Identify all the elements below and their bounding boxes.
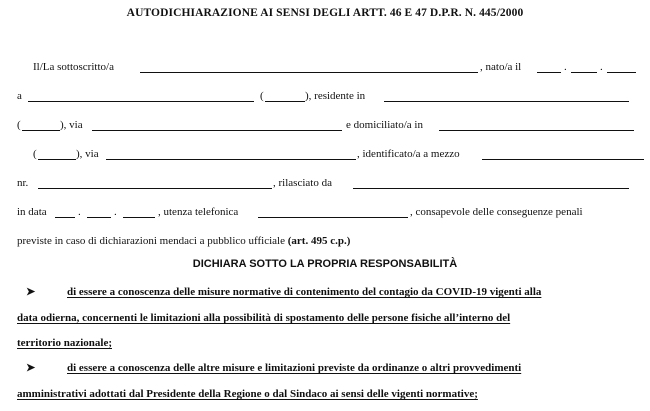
date-dot: . [564,61,567,73]
bullet-1-line-3: territorio nazionale; [17,337,112,349]
arrow-bullet-icon: ➤ [26,286,36,298]
birth-year-field[interactable] [607,72,636,73]
document-title: AUTODICHIARAZIONE AI SENSI DEGLI ARTT. 46 E 47 D.P.R. N. 445/2000 [126,7,524,19]
date-dot: . [600,61,603,73]
form-line-6 [0,205,650,221]
rilasciato-label: , rilasciato da [273,177,332,189]
form-line-5 [0,176,650,192]
nato-il-label: , nato/a il [480,61,522,73]
birth-day-field[interactable] [537,72,561,73]
previste-text: previste in caso di dichiarazioni mendaci a pubblico ufficiale [17,235,285,247]
previste-line [17,234,350,248]
via-label: ), via [76,148,99,160]
open-paren: ( [17,119,21,131]
via-residenza-field[interactable] [92,130,342,131]
bullet-1-line-2: data odierna, concernenti le limitazioni alla possibilità di spostamento delle persone fisiche all’interno del [17,312,511,324]
bullet-2-line-1: di essere a conoscenza delle altre misure e limitazioni previste da ordinanze o altri provvedimenti [67,362,522,374]
documento-field[interactable] [482,159,644,160]
sottoscritto-label: Il/La sottoscritto/a [33,61,114,73]
form-line-1 [0,60,650,76]
identificato-label: , identificato/a a mezzo [357,148,460,160]
form-line-2 [0,89,650,105]
dichiara-heading: DICHIARA SOTTO LA PROPRIA RESPONSABILITÀ [192,258,458,270]
arrow-bullet-icon: ➤ [26,362,36,374]
domicilio-label: e domiciliato/a in [346,119,423,131]
provincia-domicilio-field[interactable] [38,159,76,160]
domicilio-field[interactable] [439,130,634,131]
date-dot: . [114,206,117,218]
birth-month-field[interactable] [571,72,597,73]
residenza-field[interactable] [384,101,629,102]
provincia-nascita-field[interactable] [265,101,305,102]
provincia-residenza-field[interactable] [22,130,60,131]
nome-cognome-field[interactable] [140,72,478,73]
via-label: ), via [60,119,83,131]
consapevole-label: , consapevole delle conseguenze penali [410,206,583,218]
residente-label: ), residente in [305,90,366,102]
numero-documento-field[interactable] [38,188,272,189]
open-paren: ( [33,148,37,160]
in-data-label: in data [17,206,47,218]
rilascio-year-field[interactable] [123,217,155,218]
rilascio-day-field[interactable] [55,217,75,218]
rilasciato-da-field[interactable] [353,188,629,189]
via-domicilio-field[interactable] [106,159,356,160]
bullet-1-line-1: di essere a conoscenza delle misure normative di contenimento del contagio da COVID-19 vigenti alla [67,286,542,298]
telefono-field[interactable] [258,217,408,218]
art-reference: (art. 495 c.p.) [287,235,351,247]
form-line-4 [0,147,650,163]
form-line-3 [0,118,650,134]
utenza-label: , utenza telefonica [158,206,239,218]
a-label: a [17,90,22,102]
open-paren: ( [260,90,264,102]
rilascio-month-field[interactable] [87,217,111,218]
luogo-nascita-field[interactable] [28,101,254,102]
nr-label: nr. [17,177,29,189]
date-dot: . [78,206,81,218]
bullet-2-line-2: amministrativi adottati dal Presidente della Regione o dal Sindaco ai sensi delle vigenti normative; [17,388,478,400]
form-line-7 [0,234,650,250]
